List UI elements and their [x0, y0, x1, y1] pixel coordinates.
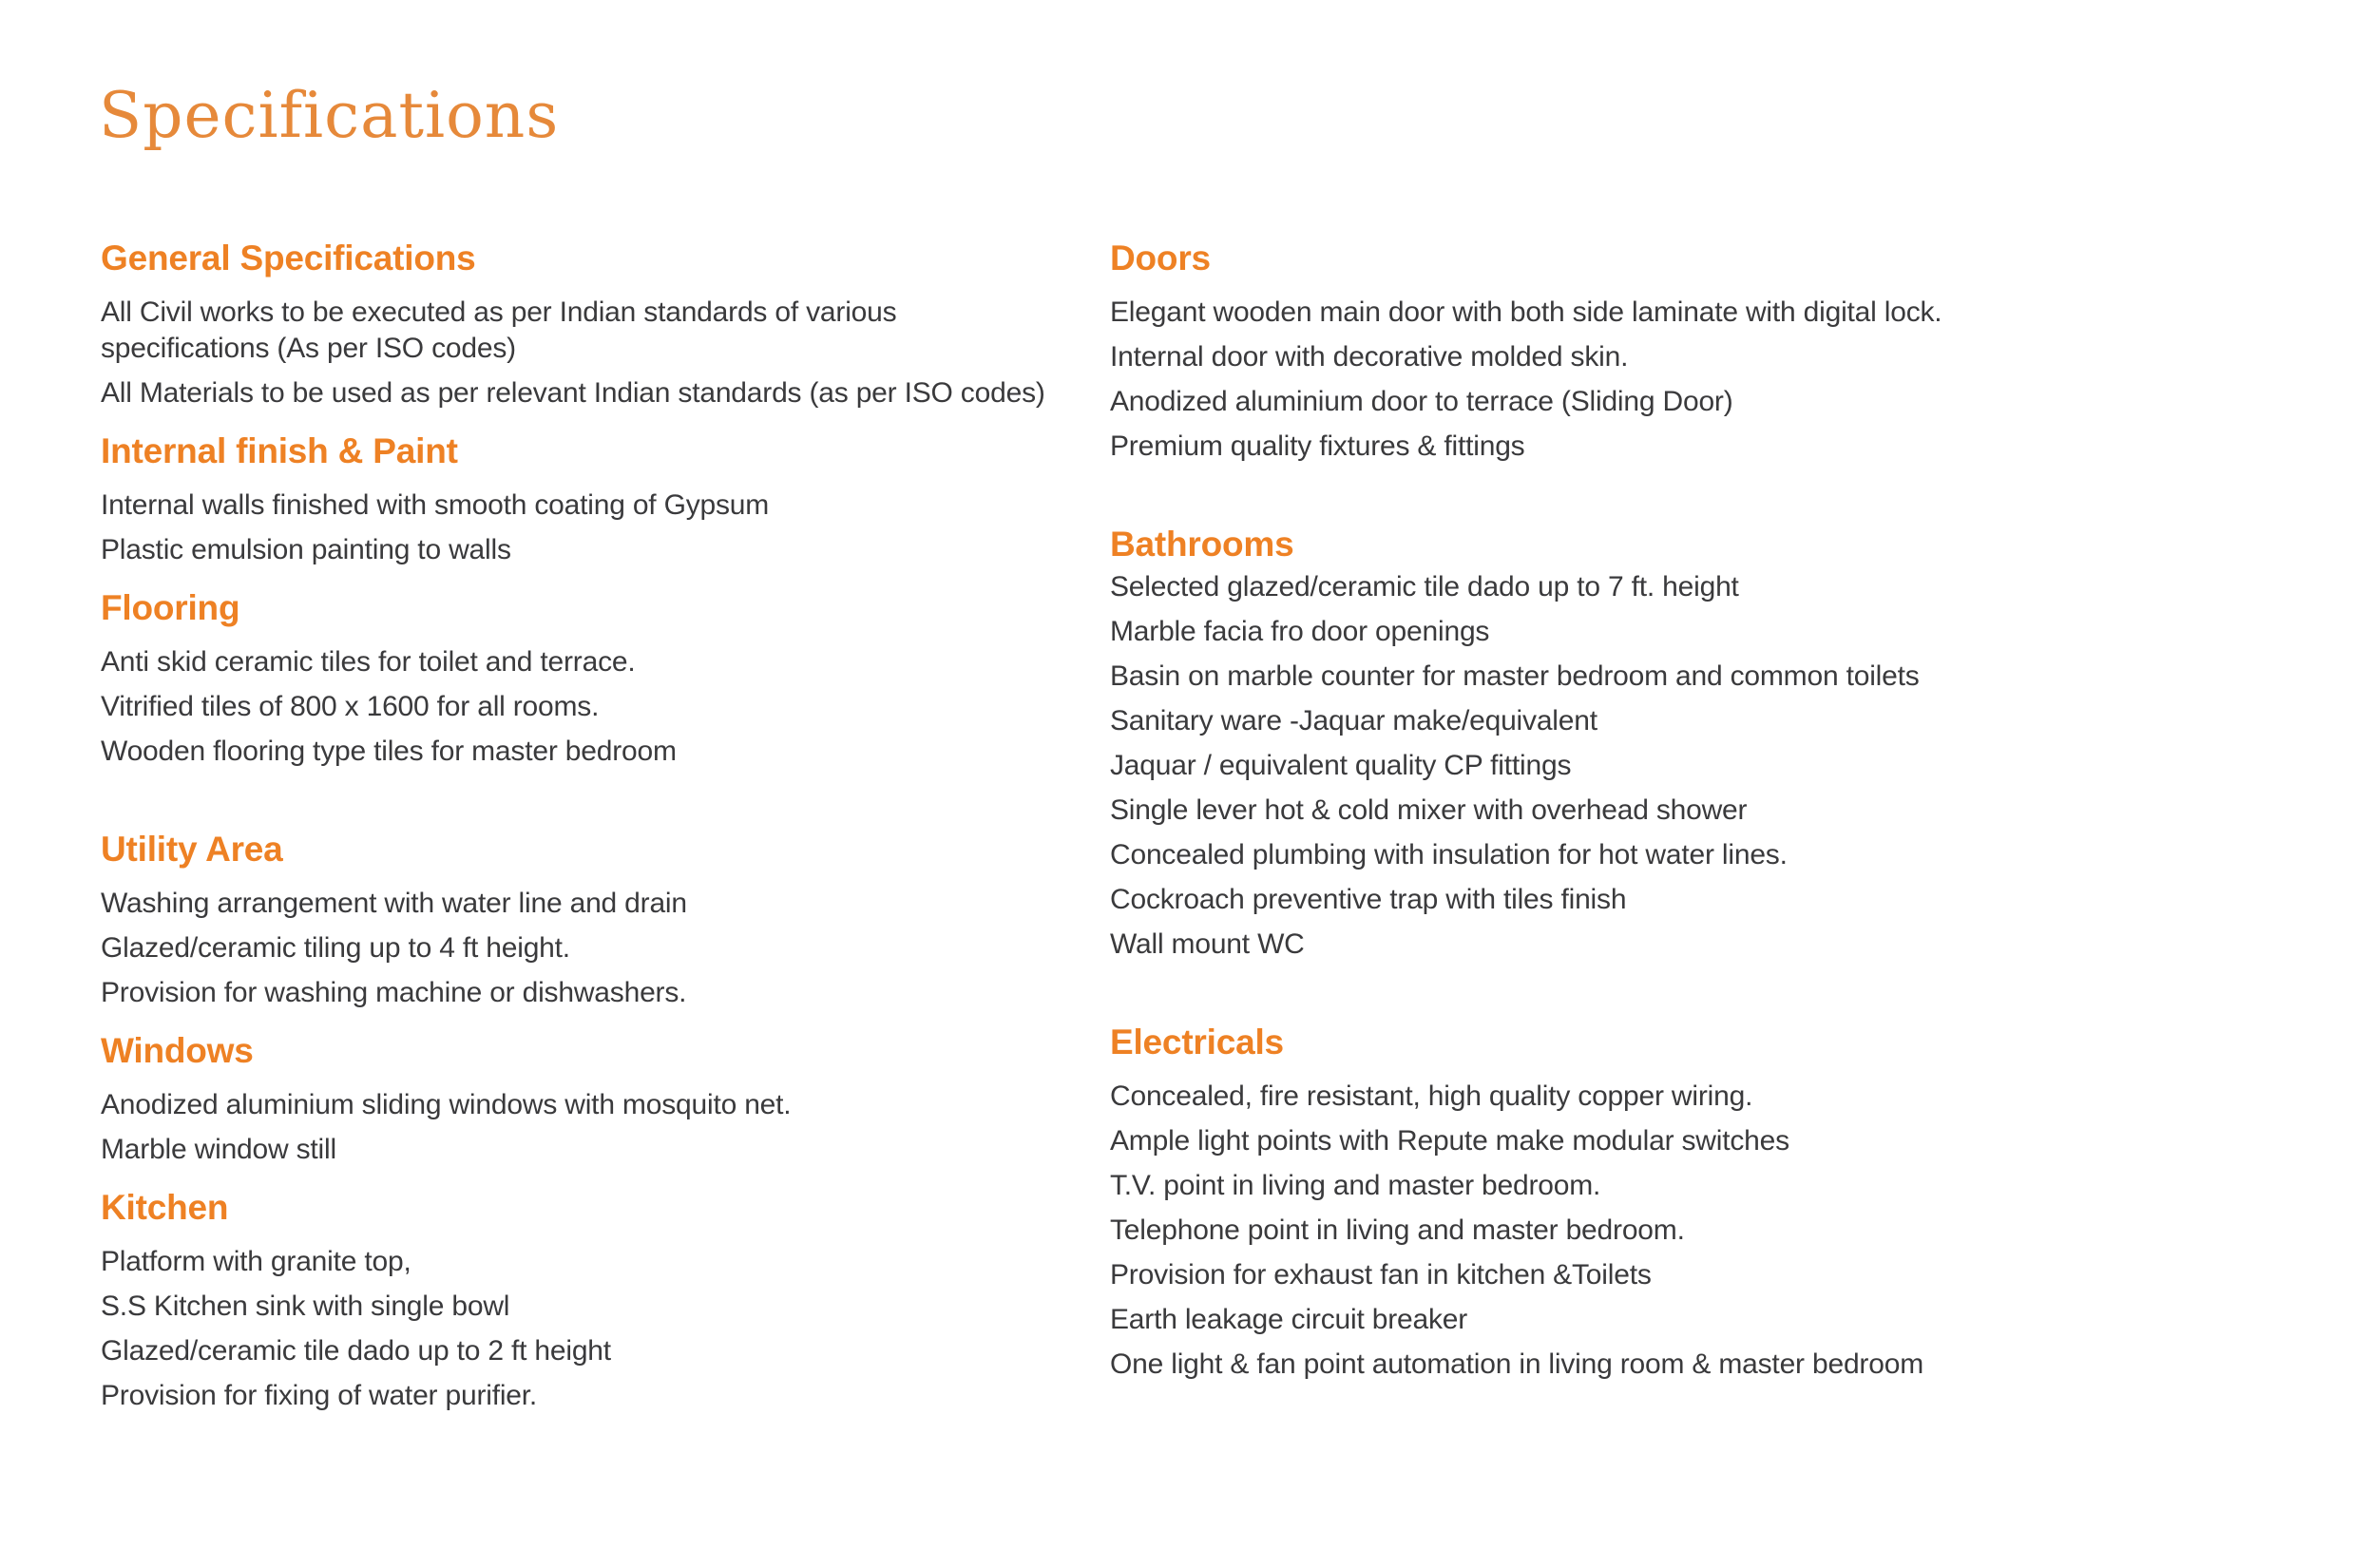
spec-item: Basin on marble counter for master bedroom and common toilets — [1110, 660, 1920, 692]
spec-item: Anti skid ceramic tiles for toilet and terrace. — [101, 646, 636, 678]
spec-item: Premium quality fixtures & fittings — [1110, 430, 1525, 462]
spec-item: Provision for exhaust fan in kitchen &Toilets — [1110, 1259, 1652, 1291]
section-utility-area — [101, 829, 1046, 1011]
spec-item: Glazed/ceramic tiling up to 4 ft height. — [101, 932, 570, 964]
spec-item: Cockroach preventive trap with tiles finish — [1110, 884, 1627, 915]
spec-item: Provision for fixing of water purifier. — [101, 1380, 538, 1411]
left-column — [101, 238, 1046, 1423]
section-heading-general-specifications: General Specifications — [101, 239, 476, 277]
spec-item: Internal walls finished with smooth coating of Gypsum — [101, 489, 770, 521]
spec-item: Anodized aluminium door to terrace (Sliding Door) — [1110, 386, 1733, 417]
spec-item: Vitrified tiles of 800 x 1600 for all rooms. — [101, 691, 600, 722]
spec-item: Earth leakage circuit breaker — [1110, 1304, 1468, 1335]
spec-item: Provision for washing machine or dishwashers. — [101, 977, 687, 1008]
spec-item: Sanitary ware -Jaquar make/equivalent — [1110, 705, 1597, 736]
spec-item: Telephone point in living and master bedroom. — [1110, 1214, 1685, 1246]
spec-item: Concealed plumbing with insulation for hot water lines. — [1110, 839, 1788, 870]
section-general-specifications — [101, 238, 1046, 411]
spec-item: Wooden flooring type tiles for master bedroom — [101, 736, 677, 767]
spec-item: S.S Kitchen sink with single bowl — [101, 1291, 510, 1322]
spec-item: Plastic emulsion painting to walls — [101, 534, 511, 565]
section-internal-finish-paint — [101, 430, 1046, 568]
spec-item: Wall mount WC — [1110, 928, 1305, 960]
section-heading-flooring: Flooring — [101, 588, 240, 627]
spec-item: Elegant wooden main door with both side laminate with digital lock. — [1110, 296, 1942, 328]
spec-item: Glazed/ceramic tile dado up to 2 ft height — [101, 1335, 611, 1367]
section-bathrooms — [1110, 524, 2079, 963]
spec-item: Jaquar / equivalent quality CP fittings — [1110, 750, 1572, 781]
spec-item: Selected glazed/ceramic tile dado up to 7 ft. height — [1110, 571, 1739, 602]
section-heading-windows: Windows — [101, 1031, 254, 1070]
spec-item: Single lever hot & cold mixer with overhead shower — [1110, 794, 1748, 826]
spec-item: Anodized aluminium sliding windows with mosquito net. — [101, 1089, 792, 1120]
spec-item: All Civil works to be executed as per Indian standards of various specifications (As per ISO codes) — [101, 296, 897, 364]
spec-item: Ample light points with Repute make modular switches — [1110, 1125, 1789, 1157]
right-column — [1110, 238, 2079, 1391]
section-doors — [1110, 238, 2079, 465]
section-heading-utility-area: Utility Area — [101, 830, 283, 869]
section-heading-bathrooms: Bathrooms — [1110, 525, 1294, 564]
page-title: Specifications — [99, 79, 560, 152]
section-heading-doors: Doors — [1110, 239, 1211, 277]
section-flooring — [101, 587, 1046, 770]
spec-item: T.V. point in living and master bedroom. — [1110, 1170, 1601, 1201]
spec-item: Internal door with decorative molded skin. — [1110, 341, 1629, 373]
spec-item: One light & fan point automation in living room & master bedroom — [1110, 1348, 1923, 1380]
section-windows — [101, 1030, 1046, 1168]
section-heading-electricals: Electricals — [1110, 1023, 1284, 1061]
spec-item: Washing arrangement with water line and drain — [101, 888, 687, 919]
section-heading-internal-finish-paint: Internal finish & Paint — [101, 431, 458, 470]
spec-item: Marble facia fro door openings — [1110, 616, 1490, 647]
spec-item: All Materials to be used as per relevant Indian standards (as per ISO codes) — [101, 377, 1045, 409]
section-electricals — [1110, 1022, 2079, 1383]
section-kitchen — [101, 1187, 1046, 1414]
section-heading-kitchen: Kitchen — [101, 1188, 229, 1227]
spec-item: Platform with granite top, — [101, 1246, 411, 1277]
spec-item: Marble window still — [101, 1134, 336, 1165]
spec-item: Concealed, fire resistant, high quality copper wiring. — [1110, 1080, 1753, 1112]
